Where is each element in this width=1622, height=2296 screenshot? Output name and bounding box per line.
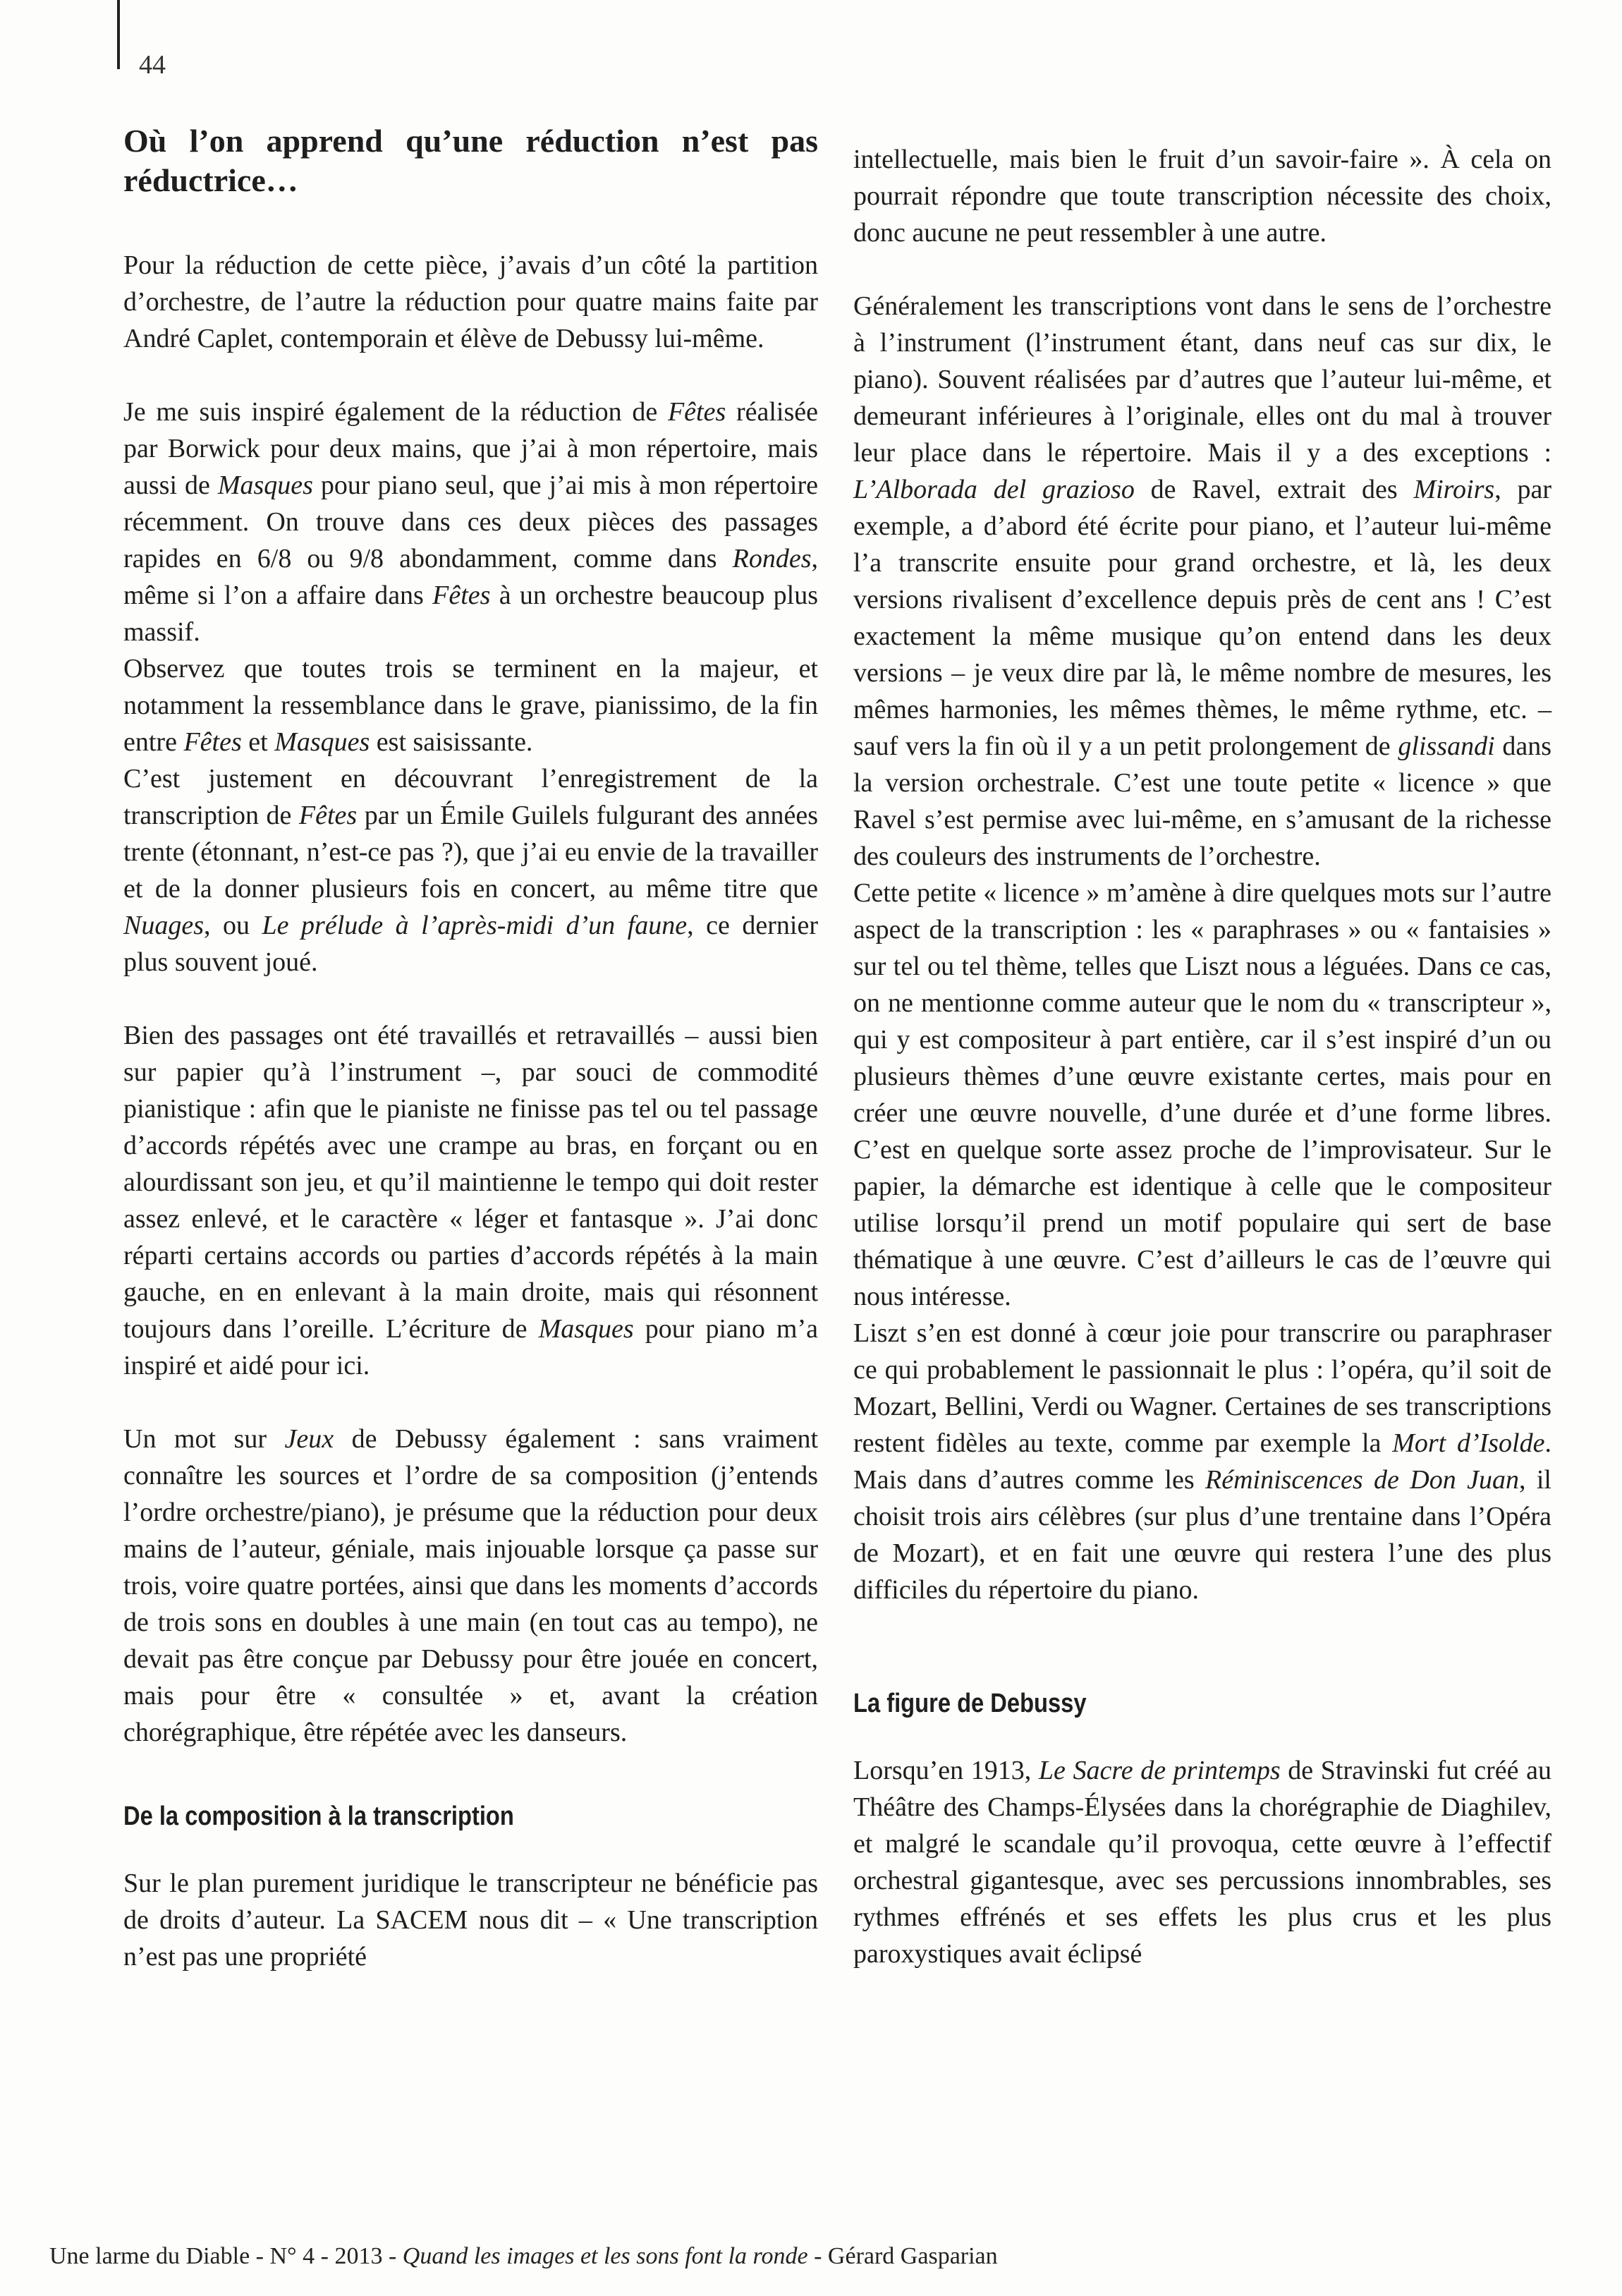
paragraph: Lorsqu’en 1913, Le Sacre de printemps de Stravinski fut créé au Théâtre des Champs-Élysées dans la chorégraphie de Diaghilev, et malgré le scandale qu’il provoqua, cette œuvre à l’effectif orchestral gigantesque, avec ses percussions innombrables, ses rythmes effrénés et ses effets les plus crus et les plus paroxystiques avait éclipsé [853,1756,1551,1969]
journal-name: Une larme du Diable [49,2243,250,2269]
margin-rule [117,0,120,69]
paragraph: Observez que toutes trois se terminent en la majeur, et notamment la ressemblance dans le grave, pianissimo, de la fin entre Fêtes et Masques est saisissante. [123,654,818,757]
paragraph: Je me suis inspiré également de la réduction de Fêtes réalisée par Borwick pour deux mains, que j’ai à mon répertoire, mais aussi de Masques pour piano seul, que j’ai mis à mon répertoire récemment. On trouve dans ces deux pièces des passages rapides en 6/8 ou 9/8 abondamment, comme dans Rondes, même si l’on a affaire dans Fêtes à un orchestre beaucoup plus massif. [123,397,819,647]
paragraph: Pour la réduction de cette pièce, j’avais d’un côté la partition d’orchestre, de l’autre la réduction pour quatre mains faite par André Caplet, contemporain et élève de Debussy lui-même. [123,250,818,353]
subheading-composition: De la composition à la transcription [123,1802,514,1831]
page-footer [49,2243,998,2270]
author: - Gérard Gasparian [807,2243,998,2269]
paragraph: Cette petite « licence » m’amène à dire quelques mots sur l’autre aspect de la transcription : les « paraphrases » ou « fantaisies » sur tel ou tel thème, telles que Liszt nous a léguées. Dans ce cas, on ne mentionne comme auteur que le nom du « transcripteur », qui y est compositeur à part entière, car il s’est inspiré d’un ou plusieurs thèmes d’une œuvre existante certes, mais pour en créer une œuvre nouvelle, d’une durée et d’une forme libres. C’est en quelque sorte assez proche de l’improvisateur. Sur le papier, la démarche est identique à celle que le compositeur utilise lorsqu’il prend un motif populaire qui sert de base thématique à une œuvre. C’est d’ailleurs le cas de l’œuvre qui nous intéresse. [853,878,1551,1311]
paragraph: Sur le plan purement juridique le transcripteur ne bénéficie pas de droits d’auteur. La SACEM nous dit – « Une transcription n’est pas une propriété [123,1869,818,1972]
left-column [123,121,818,2012]
section-heading-reduction: Où l’on apprend qu’une réduction n’est pas réductrice… [123,123,818,198]
paragraph: Un mot sur Jeux de Debussy également : sans vraiment connaître les sources et l’ordre de sa composition (j’entends l’ordre orchestre/piano), je présume que la réduction pour deux mains de l’auteur, géniale, mais injouable lorsque ça passe sur trois, voire quatre portées, ainsi que dans les moments d’accords de trois sons en doubles à une main (en tout cas au tempo), ne devait pas être conçue par Debussy pour être jouée en concert, mais pour être « consultée » et, avant la création chorégraphique, être répétée avec les danseurs. [123,1424,819,1747]
paragraph: Généralement les transcriptions vont dans le sens de l’orchestre à l’instrument (l’instrument étant, dans neuf cas sur dix, le piano). Souvent réalisées par d’autres que l’auteur lui-même, et demeurant inférieures à l’originale, elles ont du mal à trouver leur place dans le répertoire. Mais il y a des exceptions : L’Alborada del grazioso de Ravel, extrait des Miroirs, par exemple, a d’abord été écrite pour piano, et l’auteur lui-même l’a transcrite ensuite pour grand orchestre, et là, les deux versions rivalisent d’excellence depuis près de cent ans ! C’est exactement la même musique qu’on entend dans les deux versions – je veux dire par là, le même nombre de mesures, les mêmes harmonies, les mêmes thèmes, le même rythme, etc. – sauf vers la fin où il y a un petit prolongement de glissandi dans la version orchestrale. C’est une toute petite « licence » que Ravel s’est permise avec lui-même, en s’amusant de la richesse des couleurs des instruments de l’orchestre. [853,291,1552,871]
right-column [853,141,1551,2009]
page-number: 44 [139,50,166,80]
article-title: Quand les images et les sons font la ronde [402,2243,808,2269]
subheading-debussy: La figure de Debussy [853,1689,1087,1718]
paragraph: Bien des passages ont été travaillés et retravaillés – aussi bien sur papier qu’à l’instrument –, par souci de commodité pianistique : afin que le pianiste ne finisse pas tel ou tel passage d’accords répétés avec une crampe au bras, en forçant ou en alourdissant son jeu, et qu’il maintienne le tempo qui doit rester assez enlevé, et le caractère « léger et fantasque ». J’ai donc réparti certains accords ou parties d’accords répétés à la main gauche, en en enlevant à la main droite, mais qui résonnent toujours dans l’oreille. L’écriture de Masques pour piano m’a inspiré et aidé pour ici. [123,1021,819,1380]
paragraph: C’est justement en découvrant l’enregistrement de la transcription de Fêtes par un Émile Guilels fulgurant des années trente (étonnant, n’est-ce pas ?), que j’ai eu envie de la travailler et de la donner plusieurs fois en concert, au même titre que Nuages, ou Le prélude à l’après-midi d’un faune, ce dernier plus souvent joué. [123,764,818,977]
paragraph: Liszt s’en est donné à cœur joie pour transcrire ou paraphraser ce qui probablement le passionnait le plus : l’opéra, qu’il soit de Mozart, Bellini, Verdi ou Wagner. Certaines de ses transcriptions restent fidèles au texte, comme par exemple la Mort d’Isolde. Mais dans d’autres comme les Réminiscences de Don Juan, il choisit trois airs célèbres (sur plus d’une trentaine dans l’Opéra de Mozart), et en fait une œuvre qui restera l’une des plus difficiles du répertoire du piano. [853,1318,1551,1605]
issue-info: - N° 4 - 2013 - [250,2243,403,2269]
paragraph: intellectuelle, mais bien le fruit d’un savoir-faire ». À cela on pourrait répondre que toute transcription nécessite des choix, donc aucune ne peut ressembler à une autre. [853,145,1551,248]
